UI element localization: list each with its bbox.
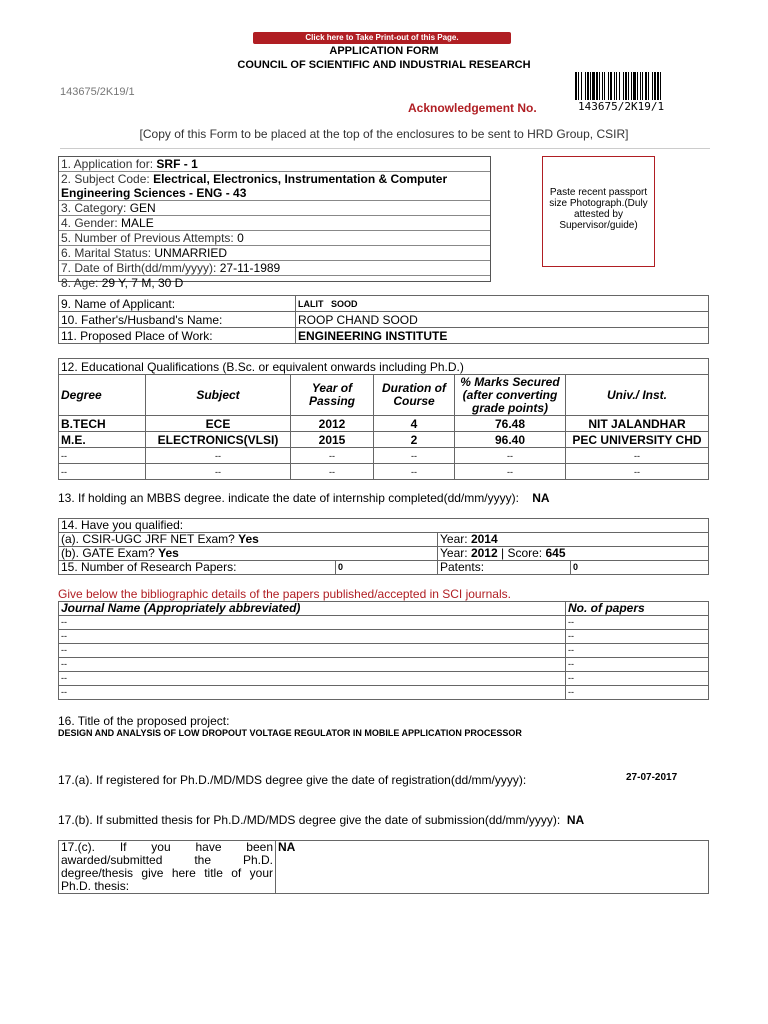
patents-cell [438, 561, 709, 575]
net-year-label: Year: [440, 532, 468, 546]
dob-label: 7. Date of Birth(dd/mm/yyyy): [61, 261, 217, 275]
copy-note: [Copy of this Form to be placed at the top of the enclosures to be sent to HRD Group, CSIR] [139, 127, 629, 141]
univ-header: Univ./ Inst. [566, 375, 709, 416]
num-papers-header: No. of papers [566, 602, 709, 616]
edu-marks: -- [455, 448, 566, 464]
applicant-name-label: 9. Name of Applicant: [59, 296, 296, 312]
education-header-row [59, 375, 709, 416]
net-value: Yes [238, 532, 259, 546]
education-table [58, 358, 709, 480]
edu-marks: 96.40 [455, 432, 566, 448]
category-value: GEN [129, 201, 156, 215]
gate-row [59, 547, 709, 561]
divider [60, 148, 710, 149]
edu-univ: NIT JALANDHAR [566, 416, 709, 432]
papers-header-row [59, 602, 709, 616]
duration-header [374, 375, 455, 416]
application-for-row [59, 157, 490, 172]
qualified-table [58, 518, 709, 575]
q17b-value: NA [566, 813, 585, 827]
paper-count: -- [566, 672, 709, 686]
edu-degree: M.E. [59, 432, 146, 448]
marital-value: UNMARRIED [154, 246, 228, 260]
paper-journal: -- [59, 672, 566, 686]
place-of-work-row [59, 328, 709, 344]
edu-subject: ELECTRONICS(VLSI) [146, 432, 291, 448]
edu-year: 2012 [291, 416, 374, 432]
gender-value: MALE [121, 216, 154, 230]
education-row [59, 448, 709, 464]
education-title: 12. Educational Qualifications (B.Sc. or equivalent onwards including Ph.D.) [59, 359, 709, 375]
q17c-value: NA [276, 841, 709, 894]
barcode [575, 72, 707, 100]
duration-header-l2: Course [393, 394, 435, 408]
net-year-value: 2014 [470, 532, 498, 546]
application-for-label: 1. Application for: [61, 157, 154, 171]
gate-cell [59, 547, 438, 561]
q17b [58, 813, 584, 827]
edu-duration: -- [374, 448, 455, 464]
year-header [291, 375, 374, 416]
attempts-row [59, 231, 490, 246]
acknowledgement-label: Acknowledgement No. [408, 101, 537, 115]
edu-marks: 76.48 [455, 416, 566, 432]
applicant-table [58, 295, 709, 344]
qualified-title: 14. Have you qualified: [59, 519, 709, 533]
q13 [58, 491, 550, 505]
edu-degree: B.TECH [59, 416, 146, 432]
paper-count: -- [566, 630, 709, 644]
print-button[interactable]: Click here to Take Print-out of this Page. [253, 32, 511, 44]
edu-duration: 4 [374, 416, 455, 432]
duration-header-l1: Duration of [382, 381, 446, 395]
subject-code-value-line1: Electrical, Electronics, Instrumentation & Computer [153, 172, 448, 186]
edu-univ: PEC UNIVERSITY CHD [566, 432, 709, 448]
papers-label: 15. Number of Research Papers: [59, 561, 336, 574]
paper-journal: -- [59, 644, 566, 658]
q13-value: NA [532, 491, 550, 505]
biblio-note: Give below the bibliographic details of the papers published/accepted in SCI journals. [58, 587, 511, 601]
score-value: 645 [545, 546, 566, 560]
degree-header: Degree [59, 375, 146, 416]
father-name-row [59, 312, 709, 328]
attempts-label: 5. Number of Previous Attempts: [61, 231, 234, 245]
edu-degree: -- [59, 464, 146, 480]
barcode-text: 143675/2K19/1 [578, 100, 665, 113]
photo-placeholder: Paste recent passport size Photograph.(Duly attested by Supervisor/guide) [542, 156, 655, 267]
paper-row [59, 686, 709, 700]
edu-year: -- [291, 464, 374, 480]
q17a-value: 27-07-2017 [626, 772, 678, 783]
subject-code-label: 2. Subject Code: [61, 172, 150, 186]
marks-header-l3: grade points) [471, 400, 548, 415]
gate-value: Yes [158, 546, 179, 560]
age-value: 29 Y, 7 M, 30 D [101, 276, 184, 290]
paper-row [59, 616, 709, 630]
gate-label: (b). GATE Exam? [61, 546, 155, 560]
subject-code-value-line2: Engineering Sciences - ENG - 43 [61, 186, 247, 200]
barcode-bar [661, 72, 662, 100]
paper-journal: -- [59, 616, 566, 630]
age-row [59, 276, 490, 290]
q17a-label: 17.(a). If registered for Ph.D./MD/MDS degree give the date of registration(dd/mm/yyyy): [58, 773, 527, 787]
q13-label: 13. If holding an MBBS degree. indicate the date of internship completed(dd/mm/yyyy): [58, 491, 519, 505]
paper-journal: -- [59, 686, 566, 700]
education-row [59, 416, 709, 432]
paper-count: -- [566, 686, 709, 700]
paper-row [59, 630, 709, 644]
applicant-name-value [296, 296, 709, 312]
age-label: 8. Age: [61, 276, 99, 290]
q17c-label: 17.(c). If you have been awarded/submitted the Ph.D. degree/thesis give here title of your Ph.D. thesis: [59, 841, 276, 894]
personal-details-box [58, 156, 491, 290]
dob-row [59, 261, 490, 276]
gender-row [59, 216, 490, 231]
education-row [59, 464, 709, 480]
subject-code-row [59, 172, 490, 201]
subject-header: Subject [146, 375, 291, 416]
edu-degree: -- [59, 448, 146, 464]
edu-subject: -- [146, 464, 291, 480]
journal-header: Journal Name (Appropriately abbreviated) [59, 602, 566, 616]
marital-label: 6. Marital Status: [61, 246, 152, 260]
edu-year: 2015 [291, 432, 374, 448]
paper-journal: -- [59, 658, 566, 672]
father-name-value: ROOP CHAND SOOD [296, 312, 709, 328]
net-label: (a). CSIR-UGC JRF NET Exam? [61, 532, 235, 546]
score-label: Score: [507, 546, 543, 560]
category-row [59, 201, 490, 216]
gate-year-label: Year: [440, 546, 468, 560]
edu-year: -- [291, 448, 374, 464]
gate-year-value: 2012 [470, 546, 498, 560]
place-of-work-label: 11. Proposed Place of Work: [59, 328, 296, 344]
marks-header-l1: % Marks Secured [460, 374, 560, 389]
place-of-work-value: ENGINEERING INSTITUTE [296, 328, 709, 344]
papers-value: 0 [338, 562, 344, 572]
council-name: COUNCIL OF SCIENTIFIC AND INDUSTRIAL RESEARCH [237, 59, 531, 71]
paper-count: -- [566, 616, 709, 630]
edu-duration: 2 [374, 432, 455, 448]
edu-univ: -- [566, 464, 709, 480]
papers-table [58, 601, 709, 700]
education-row [59, 432, 709, 448]
application-for-value: SRF - 1 [156, 157, 198, 171]
category-label: 3. Category: [61, 201, 127, 215]
edu-duration: -- [374, 464, 455, 480]
marital-row [59, 246, 490, 261]
year-header-l1: Year of [311, 381, 353, 395]
separator: | [500, 546, 505, 560]
paper-count: -- [566, 644, 709, 658]
q16-value: DESIGN AND ANALYSIS OF LOW DROPOUT VOLTAGE REGULATOR IN MOBILE APPLICATION PROCESSOR [58, 728, 522, 738]
thesis-table [58, 840, 709, 894]
net-row [59, 533, 709, 547]
applicant-name-row [59, 296, 709, 312]
attempts-value: 0 [237, 231, 244, 245]
dob-value: 27-11-1989 [219, 261, 281, 275]
edu-marks: -- [455, 464, 566, 480]
paper-row [59, 644, 709, 658]
reference-number: 143675/2K19/1 [60, 86, 135, 98]
year-header-l2: Passing [308, 394, 356, 408]
patents-value: 0 [573, 562, 579, 572]
q17b-label: 17.(b). If submitted thesis for Ph.D./MD/MDS degree give the date of submission(dd/mm/yyyy): [58, 813, 561, 827]
edu-subject: -- [146, 448, 291, 464]
paper-count: -- [566, 658, 709, 672]
papers-row [59, 561, 709, 575]
papers-cell [59, 561, 438, 575]
q16-label: 16. Title of the proposed project: [58, 714, 230, 728]
applicant-first-name: LALIT [298, 298, 324, 309]
form-title: APPLICATION FORM [329, 45, 439, 57]
gender-label: 4. Gender: [61, 216, 118, 230]
edu-subject: ECE [146, 416, 291, 432]
net-cell [59, 533, 438, 547]
applicant-last-name: SOOD [331, 298, 358, 309]
patents-label: Patents: [438, 561, 571, 574]
father-name-label: 10. Father's/Husband's Name: [59, 312, 296, 328]
edu-univ: -- [566, 448, 709, 464]
net-year-cell [438, 533, 709, 547]
paper-row [59, 658, 709, 672]
paper-journal: -- [59, 630, 566, 644]
marks-header [455, 375, 566, 416]
gate-year-cell [438, 547, 709, 561]
paper-row [59, 672, 709, 686]
marks-header-l2: (after converting [462, 387, 558, 402]
